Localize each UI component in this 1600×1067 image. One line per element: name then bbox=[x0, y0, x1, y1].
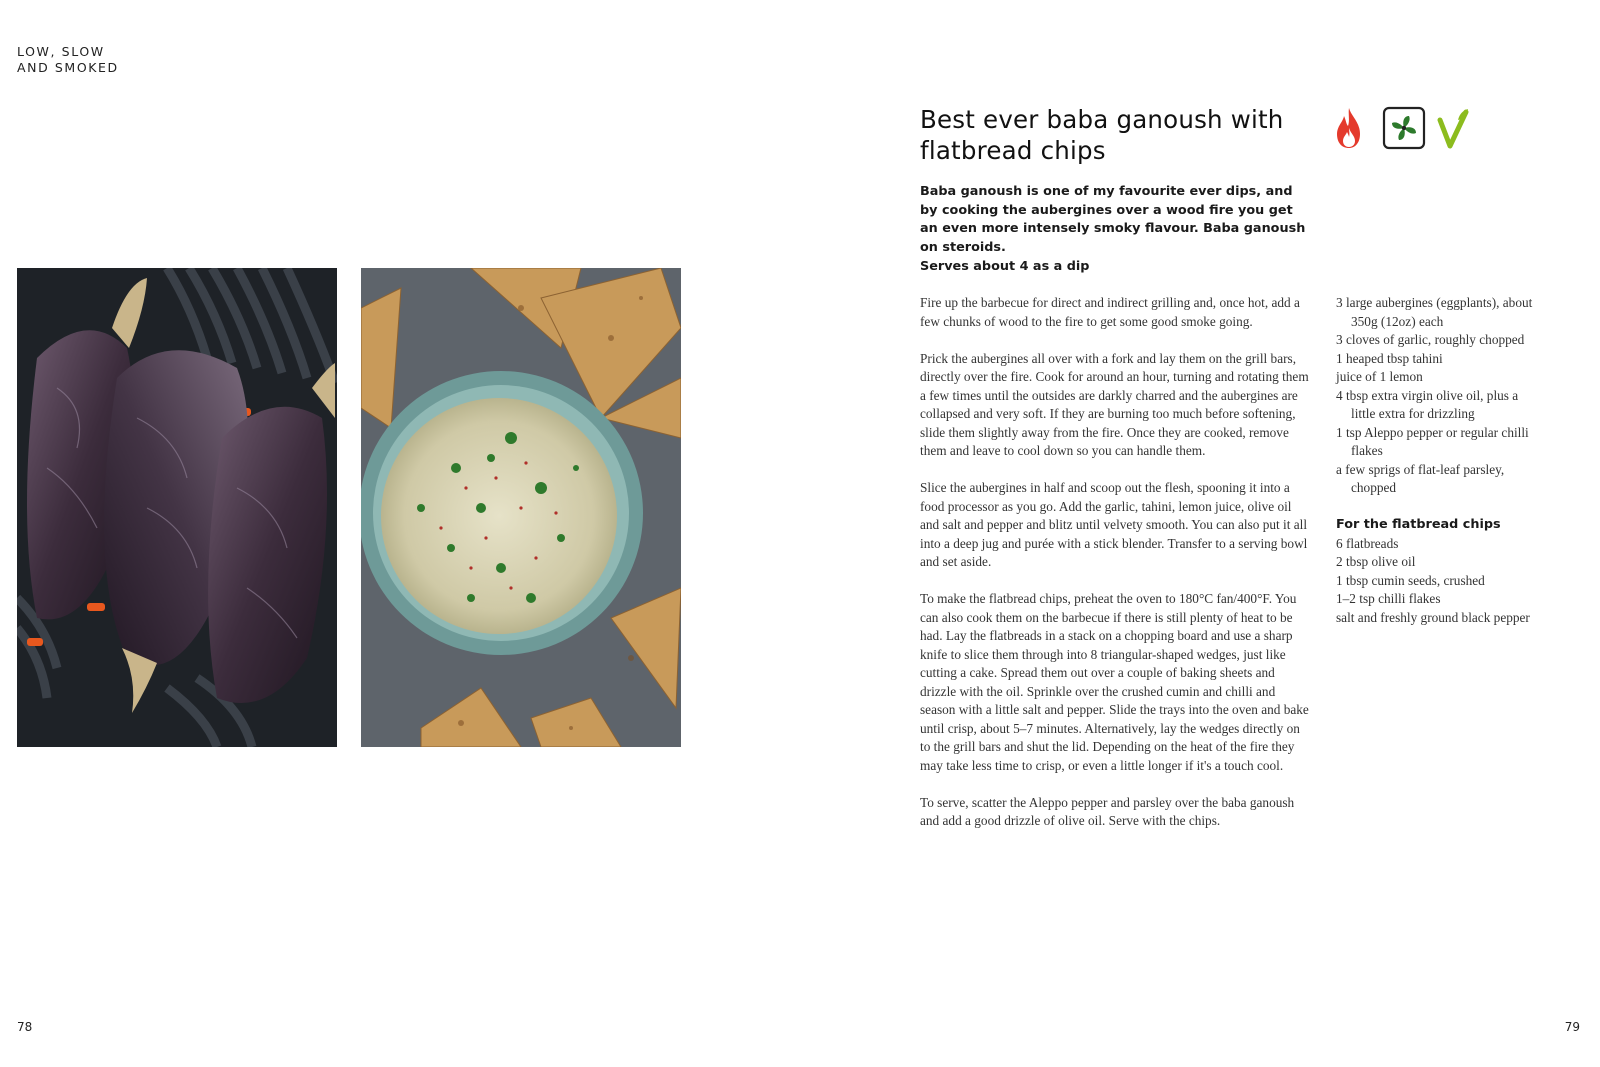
ingredient-item: 1 tbsp cumin seeds, crushed bbox=[1336, 572, 1485, 588]
method-step: To serve, scatter the Aleppo pepper and parsley over the baba ganoush and add a good drizzle of olive oil. Serve with the chips. bbox=[920, 794, 1295, 828]
ingredient-item: 1 tsp Aleppo pepper or regular chilli flakes bbox=[1336, 424, 1529, 458]
flatbread-heading: For the flatbread chips bbox=[1336, 517, 1501, 532]
method-step: Fire up the barbecue for direct and indirect grilling and, once hot, add a few chunks of wood to the fire to get some good smoke going. bbox=[920, 295, 1300, 329]
flatbread-ingredients bbox=[1336, 535, 1536, 628]
ingredient-item: 6 flatbreads bbox=[1336, 535, 1399, 551]
ingredient-item: 2 tbsp olive oil bbox=[1336, 554, 1416, 569]
recipe-title: Best ever baba ganoush with flatbread chips bbox=[920, 105, 1284, 165]
photo-grilled-aubergines bbox=[17, 268, 337, 747]
ingredient-item: a few sprigs of flat-leaf parsley, chopped bbox=[1336, 461, 1505, 495]
recipe-icons bbox=[1332, 106, 1472, 154]
section-tag bbox=[17, 44, 119, 76]
method-step: Slice the aubergines in half and scoop out the flesh, spooning it into a food processor as you go. Add the garlic, tahini, lemon juice, olive oil and salt and pepper and blitz until velvety smooth. You can also put it all into a deep jug and purée with a stick blender. Transfer to a serving bowl and set aside. bbox=[920, 480, 1308, 569]
ingredient-item: 3 cloves of garlic, roughly chopped bbox=[1336, 332, 1525, 347]
method-step: To make the flatbread chips, preheat the oven to 180°C fan/400°F. You can also cook them on the barbecue if there is still plenty of heat to be had. Lay the flatbreads in a stack on a chopping board and use a sharp knife to slice them through into 8 triangular-shaped wedges, just like cutting a cake. Spread them out over a couple of baking sheets and drizzle with the oil. Sprinkle over the crushed cumin and chilli and season with a little salt and pepper. Slide the trays into the oven and bake until crisp, about 5–7 minutes. Alternatively, lay the wedges directly on to the grill bars and shut the lid. Depending on the heat of the fire they may take less time to crisp, or even a little longer if it's a touch cool. bbox=[920, 591, 1309, 773]
recipe-intro: Baba ganoush is one of my favourite ever dips, and by cooking the aubergines over a wood fire you get an even more intensely smoky flavour. Baba ganoush on steroids. bbox=[920, 184, 1306, 255]
recipe-serves: Serves about 4 as a dip bbox=[920, 259, 1090, 274]
fan-icon bbox=[1382, 106, 1426, 150]
page-number-left: 78 bbox=[17, 1020, 33, 1034]
section-tag-line-2: AND SMOKED bbox=[17, 60, 119, 75]
method-step: Prick the aubergines all over with a fork and lay them on the grill bars, directly over the fire. Cook for around an hour, turning and rotating them a few times until the outsides are darkly charred and the aubergines are collapsed and very soft. If they are burning too much before softening, slide them slightly away from the fire. Once they are cooked, remove them and leave to cool down so you can handle them. bbox=[920, 350, 1309, 458]
ingredient-item: 4 tbsp extra virgin olive oil, plus a little extra for drizzling bbox=[1336, 387, 1519, 421]
photo-baba-ganoush-bowl bbox=[361, 268, 681, 747]
page-number-right: 79 bbox=[1564, 1020, 1580, 1034]
ingredient-item: salt and freshly ground black pepper bbox=[1336, 609, 1530, 625]
vegetarian-icon bbox=[1436, 106, 1470, 150]
recipe-method bbox=[920, 294, 1310, 849]
ingredients-list bbox=[1336, 294, 1536, 627]
ingredient-item: 1–2 tsp chilli flakes bbox=[1336, 591, 1441, 606]
ingredient-item: juice of 1 lemon bbox=[1336, 369, 1423, 384]
ingredient-item: 1 heaped tbsp tahini bbox=[1336, 350, 1443, 366]
section-tag-line-1: LOW, SLOW bbox=[17, 44, 105, 59]
ingredient-item: 3 large aubergines (eggplants), about 350g (12oz) each bbox=[1336, 295, 1533, 329]
flame-icon bbox=[1334, 106, 1364, 150]
main-ingredients bbox=[1336, 294, 1536, 498]
